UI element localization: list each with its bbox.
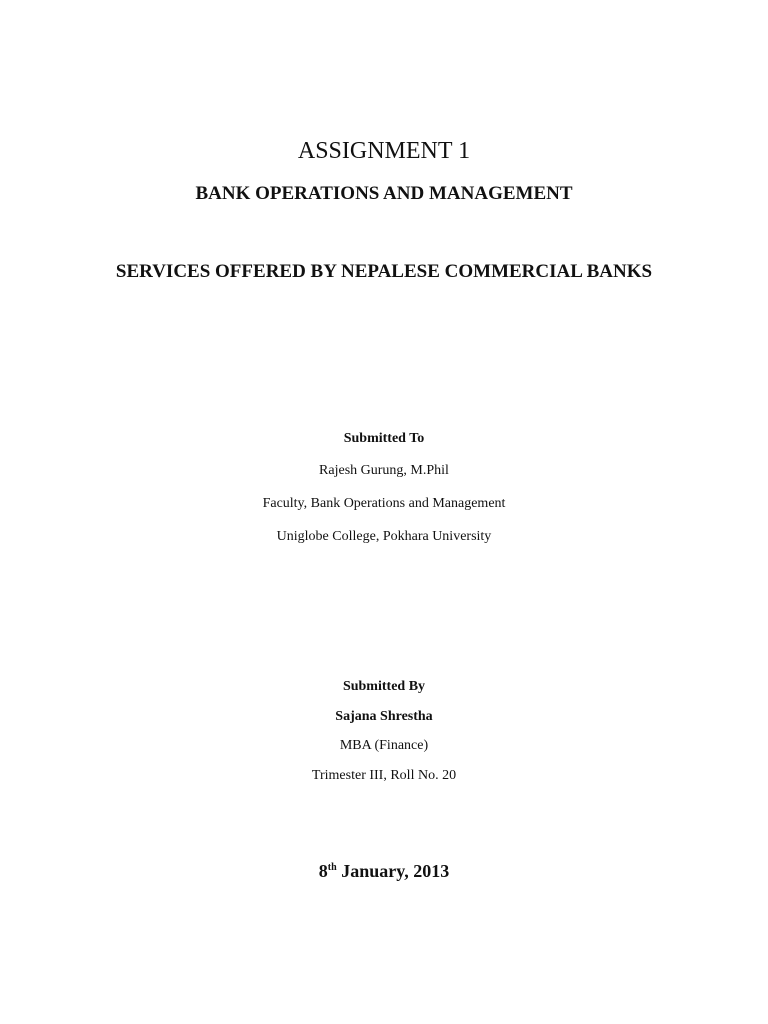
submitted-to-name: Rajesh Gurung, M.Phil <box>319 463 449 478</box>
course-name: BANK OPERATIONS AND MANAGEMENT <box>195 183 573 204</box>
date-day: 8 <box>318 861 328 881</box>
submitted-by-roll: Trimester III, Roll No. 20 <box>311 768 457 783</box>
date-ordinal-suffix: th <box>327 862 337 873</box>
submission-date <box>0 862 768 880</box>
submitted-to-institution: Uniglobe College, Pokhara University <box>276 529 492 544</box>
submitted-to-role: Faculty, Bank Operations and Management <box>262 496 506 511</box>
assignment-topic: SERVICES OFFERED BY NEPALESE COMMERCIAL BANKS <box>115 261 653 282</box>
submitted-by-program: MBA (Finance) <box>339 738 429 753</box>
submitted-to-heading: Submitted To <box>343 431 425 446</box>
assignment-title: ASSIGNMENT 1 <box>297 138 471 164</box>
submitted-by-name: Sajana Shrestha <box>335 709 433 724</box>
submitted-by-heading: Submitted By <box>342 679 426 694</box>
date-rest: January, 2013 <box>336 861 450 881</box>
